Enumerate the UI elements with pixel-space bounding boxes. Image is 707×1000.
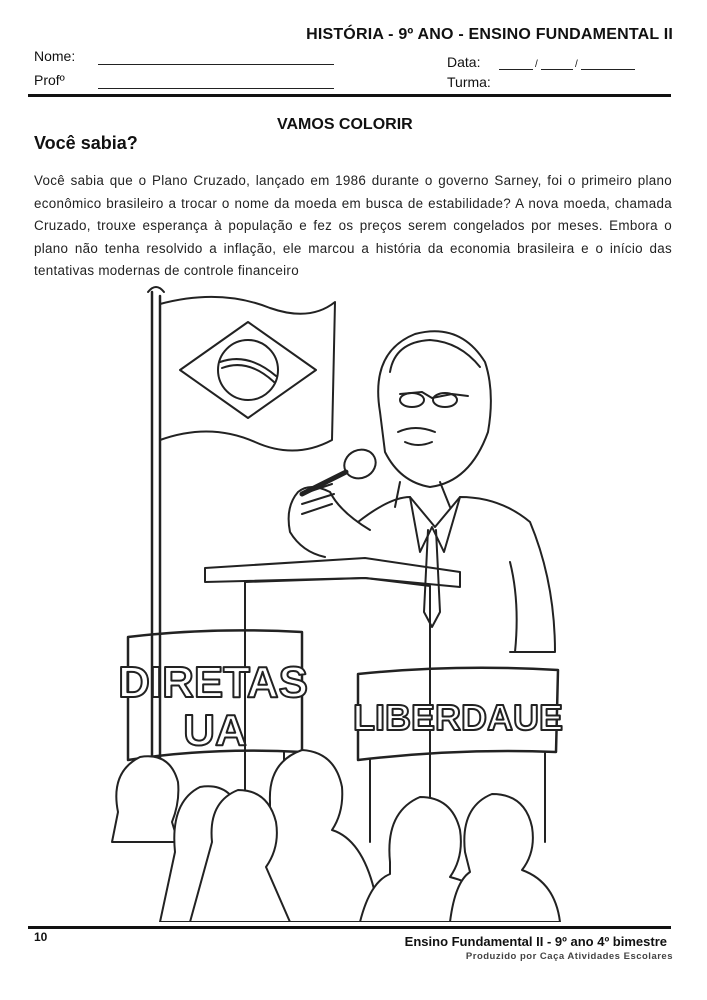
sign-right-text: LIBERDAUE — [352, 697, 564, 738]
date-month-line[interactable] — [541, 69, 573, 70]
sign-right — [353, 668, 563, 842]
date-separator: / — [535, 59, 538, 70]
teacher-field-line[interactable] — [98, 88, 334, 89]
teacher-label: Profº — [34, 72, 65, 88]
date-label: Data: — [447, 54, 481, 70]
crowd — [112, 750, 560, 922]
name-field-line[interactable] — [98, 64, 334, 65]
activity-paragraph: Você sabia que o Plano Cruzado, lançado em 1986 durante o governo Sarney, foi o primeiro plano econômico brasileiro a trocar o nome da moeda em busca de estabilidade? A nova moeda, chamada Cruzado, trouxe esperança à população e fez os preços serem congelados por meses. Embora o plano não tenha resolvido a inflação, ele marcou a história da economia brasileira e o início das tentativas modernas de controle financeiro — [34, 173, 672, 278]
coloring-illustration — [40, 282, 570, 922]
speaker-figure — [289, 331, 555, 652]
footer-credit: Produzido por Caça Atividades Escolares — [465, 951, 673, 962]
sign-left-line2: UA — [183, 706, 247, 755]
sign-left-line1: DIRETAS — [118, 658, 308, 707]
header-divider — [28, 94, 671, 97]
date-separator: / — [575, 59, 578, 70]
page-number: 10 — [34, 930, 48, 944]
footer-divider — [28, 926, 671, 929]
microphone — [302, 445, 380, 494]
activity-title: VAMOS COLORIR — [277, 116, 413, 133]
name-label: Nome: — [34, 48, 76, 64]
flag-pole — [148, 287, 164, 802]
activity-subtitle: Você sabia? — [34, 133, 138, 153]
date-day-line[interactable] — [499, 69, 533, 70]
brazil-flag — [160, 297, 335, 451]
worksheet-title: HISTÓRIA - 9º ANO - ENSINO FUNDAMENTAL II — [306, 26, 673, 43]
class-label: Turma: — [447, 74, 491, 90]
date-year-line[interactable] — [581, 69, 635, 70]
footer-text: Ensino Fundamental II - 9º ano 4º bimestre — [404, 934, 667, 949]
